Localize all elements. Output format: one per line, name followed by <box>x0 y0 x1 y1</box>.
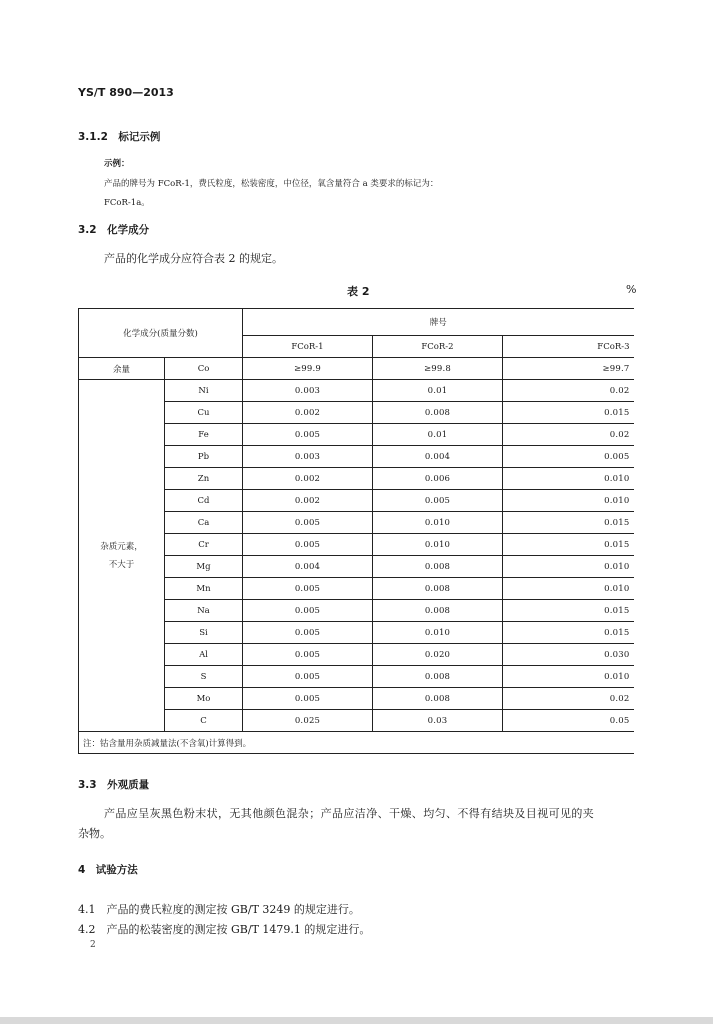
value-cell: 0.005 <box>243 534 373 556</box>
impurity-label-line2: 不大于 <box>108 559 135 570</box>
header-chemical-composition: 化学成分(质量分数) <box>79 309 243 358</box>
section-4-1: 4.1 产品的费氏粒度的测定按 GB/T 3249 的规定进行。 <box>78 903 360 916</box>
standard-number: YS/T 890—2013 <box>78 86 174 99</box>
value-cell: 0.015 <box>503 512 634 534</box>
page-number: 2 <box>90 940 96 950</box>
value-cell: 0.015 <box>503 534 634 556</box>
table-note: 注：钴含量用杂质减量法(不含氧)计算得到。 <box>79 732 634 754</box>
value-cell: 0.004 <box>243 556 373 578</box>
section-3-2-heading: 3.2 化学成分 <box>78 224 150 236</box>
bottom-scan-edge <box>0 1017 713 1024</box>
element-cell: Ca <box>165 512 243 534</box>
value-cell: 0.002 <box>243 468 373 490</box>
value-cell: 0.003 <box>243 446 373 468</box>
example-text: 产品的牌号为 FCoR-1，费氏粒度，松装密度，中位径，氧含量符合 a 类要求的标记为： <box>104 179 439 189</box>
value-cell: 0.01 <box>373 424 503 446</box>
value-cell: 0.008 <box>373 402 503 424</box>
element-cell: Mo <box>165 688 243 710</box>
value-cell: ≥99.8 <box>373 358 503 380</box>
section-3-2-paragraph: 产品的化学成分应符合表 2 的规定。 <box>104 252 283 265</box>
table-row <box>79 380 634 402</box>
section-4-2: 4.2 产品的松装密度的测定按 GB/T 1479.1 的规定进行。 <box>78 923 371 936</box>
element-cell: Pb <box>165 446 243 468</box>
value-cell: 0.010 <box>503 666 634 688</box>
value-cell: 0.003 <box>243 380 373 402</box>
value-cell: 0.008 <box>373 666 503 688</box>
value-cell: 0.010 <box>503 468 634 490</box>
grade-header: FCoR-2 <box>373 336 503 358</box>
value-cell: 0.020 <box>373 644 503 666</box>
value-cell: 0.015 <box>503 600 634 622</box>
element-cell: Cu <box>165 402 243 424</box>
value-cell: 0.010 <box>373 534 503 556</box>
example-code: FCoR-1a。 <box>104 198 150 208</box>
value-cell: 0.010 <box>503 490 634 512</box>
value-cell: 0.005 <box>243 578 373 600</box>
value-cell: ≥99.9 <box>243 358 373 380</box>
value-cell: 0.015 <box>503 402 634 424</box>
value-cell: 0.02 <box>503 380 634 402</box>
section-4-heading: 4 试验方法 <box>78 864 138 876</box>
value-cell: 0.01 <box>373 380 503 402</box>
value-cell: 0.004 <box>373 446 503 468</box>
value-cell: 0.005 <box>243 512 373 534</box>
element-cell: Cr <box>165 534 243 556</box>
section-3-1-2-heading: 3.1.2 标记示例 <box>78 131 161 143</box>
element-cell: Cd <box>165 490 243 512</box>
table-title: 表 2 <box>347 285 370 298</box>
value-cell: ≥99.7 <box>503 358 634 380</box>
value-cell: 0.002 <box>243 402 373 424</box>
table-unit: % <box>626 283 637 296</box>
element-cell: Fe <box>165 424 243 446</box>
value-cell: 0.008 <box>373 600 503 622</box>
table-row <box>79 358 634 380</box>
value-cell: 0.030 <box>503 644 634 666</box>
example-label: 示例： <box>104 159 130 169</box>
value-cell: 0.010 <box>503 556 634 578</box>
value-cell: 0.02 <box>503 688 634 710</box>
element-cell: Mg <box>165 556 243 578</box>
element-cell: Zn <box>165 468 243 490</box>
value-cell: 0.005 <box>243 666 373 688</box>
element-cell: Co <box>165 358 243 380</box>
value-cell: 0.006 <box>373 468 503 490</box>
section-3-3-paragraph-line2: 杂物。 <box>78 827 111 840</box>
value-cell: 0.008 <box>373 578 503 600</box>
value-cell: 0.03 <box>373 710 503 732</box>
element-cell: S <box>165 666 243 688</box>
balance-label: 余量 <box>79 358 165 380</box>
value-cell: 0.010 <box>373 622 503 644</box>
grade-header: FCoR-3 <box>503 336 634 358</box>
value-cell: 0.005 <box>503 446 634 468</box>
section-3-3-heading: 3.3 外观质量 <box>78 779 150 791</box>
value-cell: 0.008 <box>373 556 503 578</box>
element-cell: Mn <box>165 578 243 600</box>
value-cell: 0.05 <box>503 710 634 732</box>
element-cell: Al <box>165 644 243 666</box>
value-cell: 0.02 <box>503 424 634 446</box>
value-cell: 0.005 <box>243 688 373 710</box>
value-cell: 0.015 <box>503 622 634 644</box>
value-cell: 0.005 <box>243 600 373 622</box>
element-cell: Ni <box>165 380 243 402</box>
value-cell: 0.005 <box>243 424 373 446</box>
element-cell: Na <box>165 600 243 622</box>
element-cell: C <box>165 710 243 732</box>
value-cell: 0.008 <box>373 688 503 710</box>
value-cell: 0.010 <box>373 512 503 534</box>
value-cell: 0.005 <box>373 490 503 512</box>
value-cell: 0.025 <box>243 710 373 732</box>
impurity-label <box>79 380 165 732</box>
value-cell: 0.005 <box>243 644 373 666</box>
value-cell: 0.005 <box>243 622 373 644</box>
value-cell: 0.010 <box>503 578 634 600</box>
grade-header: FCoR-1 <box>243 336 373 358</box>
composition-table <box>78 308 634 754</box>
section-3-3-paragraph-line1: 产品应呈灰黑色粉末状，无其他颜色混杂；产品应洁净、干燥、均匀、不得有结块及目视可见的夹 <box>104 807 595 820</box>
element-cell: Si <box>165 622 243 644</box>
value-cell: 0.002 <box>243 490 373 512</box>
header-grade: 牌号 <box>243 309 634 336</box>
impurity-label-line1: 杂质元素， <box>100 541 143 552</box>
